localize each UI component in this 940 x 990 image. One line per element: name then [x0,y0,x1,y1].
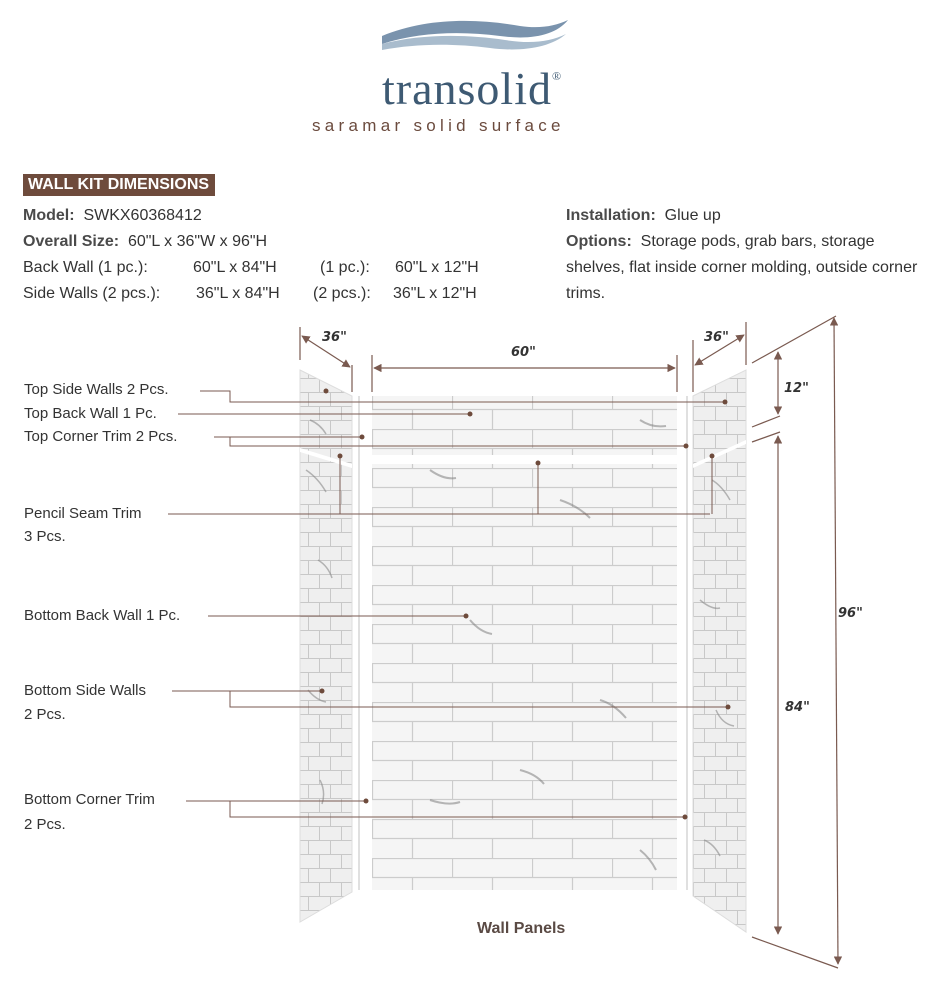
dim-label-top-height: 12" [784,381,809,396]
dim-label-left-side-width: 36" [322,330,347,345]
overall-size-label: Overall Size: [23,233,120,250]
brand-tagline: saramar solid surface [312,116,565,135]
dim-ext-top [752,316,836,363]
diagram-caption: Wall Panels [477,920,566,937]
dim-ext-seam-b [752,432,780,442]
side-walls-value-bottom: 36"L x 84"H [196,285,280,302]
callout-bottom-corner-trim: Bottom Corner Trim [24,791,155,808]
back-wall-top-label: (1 pc.): [320,259,370,276]
back-wall [372,396,677,890]
back-wall-value-bottom: 60"L x 84"H [193,259,277,276]
callout-bottom-side-walls-count: 2 Pcs. [24,706,66,723]
dim-label-bottom-height: 84" [785,700,810,715]
dim-label-right-side-width: 36" [704,330,729,345]
brand-name: transolid [382,63,552,114]
registered-mark: ® [551,69,563,83]
left-corner-trim-edge [358,396,360,890]
overall-size-value: 60"L x 36"W x 96"H [127,233,268,250]
dim-label-back-width: 60" [511,345,536,360]
callout-top-corner-trim: Top Corner Trim 2 Pcs. [24,428,178,445]
installation-label: Installation: [566,207,656,224]
options-label: Options: [566,233,632,250]
dim-ext-bottom [752,937,838,968]
callout-pencil-seam-count: 3 Pcs. [24,528,66,545]
callout-bottom-side-walls: Bottom Side Walls [24,682,146,699]
left-corner-trim [355,396,369,890]
dim-label-total-height: 96" [838,606,863,621]
back-wall-value-top: 60"L x 12"H [395,259,479,276]
dim-total-height [834,318,838,964]
callout-bottom-back-wall: Bottom Back Wall 1 Pc. [24,607,181,624]
side-walls-label: Side Walls (2 pcs.): [23,285,161,302]
pencil-seam-trim-back [372,455,677,464]
side-walls-value-top: 36"L x 12"H [393,285,477,302]
callout-pencil-seam-trim: Pencil Seam Trim [24,505,142,522]
model-value: SWKX60368412 [83,207,202,224]
model-label: Model: [23,207,75,224]
options-value: Storage pods, grab bars, storage shelves, flat inside corner molding, outside corner trims. [566,233,918,302]
dim-ext-seam-a [752,416,780,427]
section-title: WALL KIT DIMENSIONS [23,174,215,196]
callout-top-back-wall: Top Back Wall 1 Pc. [24,405,157,422]
back-wall-label: Back Wall (1 pc.): [23,259,148,276]
side-walls-top-label: (2 pcs.): [313,285,371,302]
callout-top-side-walls: Top Side Walls 2 Pcs. [24,381,169,398]
callout-bottom-corner-trim-count: 2 Pcs. [24,816,66,833]
installation-value: Glue up [664,207,721,224]
